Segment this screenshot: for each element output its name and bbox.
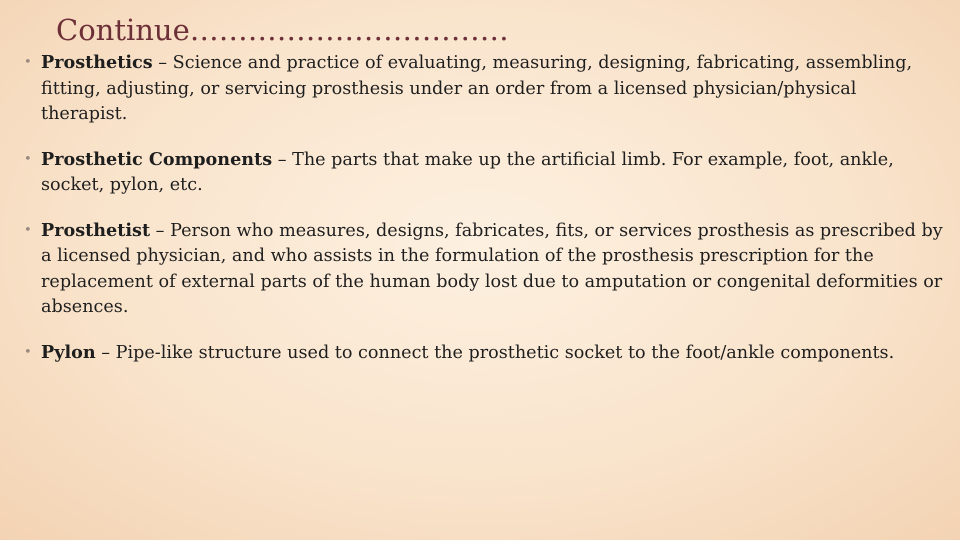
bullet-dot-icon: • [24,222,32,238]
term-prosthetist: Prosthetist [41,219,151,241]
definition-prosthetics: – Science and practice of evaluating, measuring, designing, fabricating, assembling, fitting, adjusting, or servicing prosthesis under an order from a licensed physician/physical therapist. [41,53,913,124]
bullet-dot-icon: • [24,344,32,360]
term-pylon: Pylon [41,341,96,363]
bullet-dot-icon: • [24,151,32,167]
definition-pylon: – Pipe-like structure used to connect the prosthetic socket to the foot/ankle components. [95,342,895,363]
bullet-prosthetic-components [24,147,944,199]
bullet-pylon [24,340,944,367]
bullet-dot-icon: • [24,55,32,70]
bullet-prosthetist [24,218,944,321]
term-prosthetics: Prosthetics [41,52,153,73]
bullet-list [24,50,944,366]
definition-prosthetic-components: – The parts that make up the artificial limb. For example, foot, ankle, socket, pylon, etc. [41,149,894,195]
term-prosthetic-components: Prosthetic Components [41,148,273,170]
bullet-prosthetics [24,50,944,128]
definition-prosthetist: – Person who measures, designs, fabricates, fits, or services prosthesis as prescribed by a licensed physician, and who assists in the formulation of the prosthesis prescription for the replacement of external parts of the human body lost due to amputation or congenital deformities or absences. [41,220,943,317]
slide-title: Continue…………………………… [56,13,509,47]
